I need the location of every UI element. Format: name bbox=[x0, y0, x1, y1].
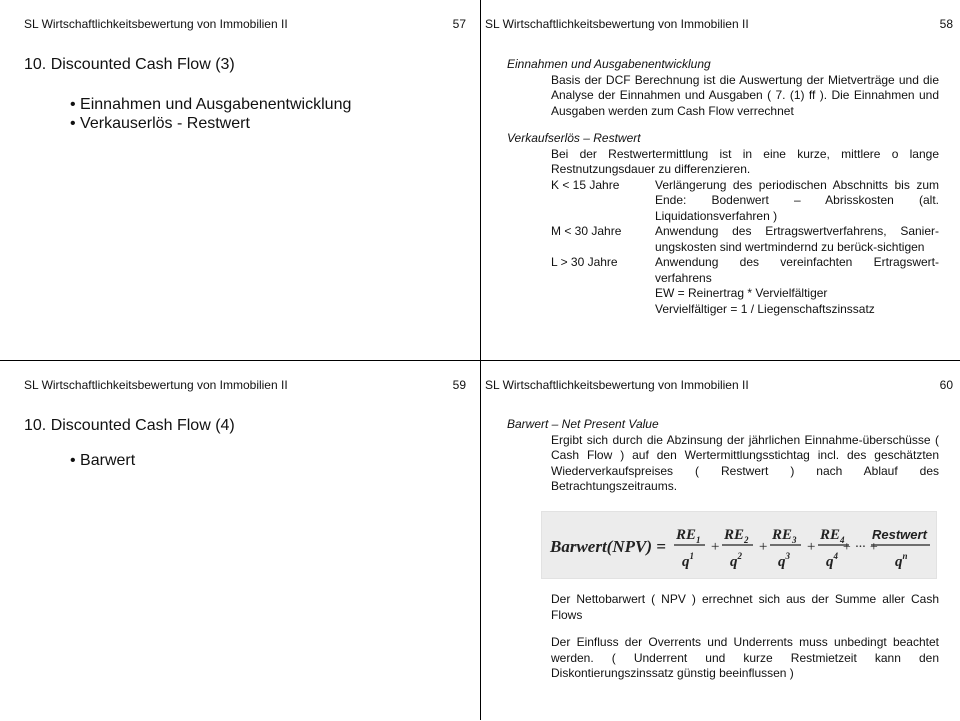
section-text: Ergibt sich durch die Abzinsung der jährlichen Einnahme-überschüsse ( Cash Flow ) auf den Wertermittlungsstichtag incl. des geschätzten Wiederverkaufspreises ( Restwert ) nach Ablauf des Betrachtungszeitraums. bbox=[551, 432, 939, 493]
duration-row bbox=[507, 178, 939, 225]
formula-plus: + bbox=[806, 539, 817, 555]
slide-body bbox=[507, 57, 939, 317]
svg-text:qn: $q^n$ bbox=[895, 551, 908, 570]
slide-58 bbox=[481, 0, 960, 360]
slide-number: 58 bbox=[939, 17, 953, 31]
duration-label: K < 15 Jahre bbox=[551, 177, 620, 192]
svg-text:RE1: $RE_1$ bbox=[676, 527, 701, 545]
duration-text: Verlängerung des periodischen Abschnitts bis zum Ende: Bodenwert – Abrisskosten (alt. Liquidationsverfahren ) bbox=[655, 177, 939, 223]
formula-plus: + bbox=[758, 539, 769, 555]
svg-text:RE4: $RE_4$ bbox=[820, 527, 845, 545]
duration-row bbox=[507, 224, 939, 255]
formula-ellipsis: + ··· + bbox=[842, 540, 879, 555]
formula-vervielfaeltiger: Vervielfältiger = 1 / Liegenschaftszinssatz bbox=[655, 301, 875, 316]
bullet-item: • Einnahmen und Ausgabenentwicklung bbox=[70, 95, 351, 114]
slide-59 bbox=[0, 361, 480, 721]
formula-restwert-term bbox=[871, 527, 930, 570]
slide-title: 10. Discounted Cash Flow (3) bbox=[24, 56, 235, 73]
slide-title: 10. Discounted Cash Flow (4) bbox=[24, 417, 235, 434]
duration-label: M < 30 Jahre bbox=[551, 224, 622, 238]
duration-label: L > 30 Jahre bbox=[551, 255, 618, 269]
svg-text:Restwert: Restwert bbox=[872, 527, 927, 542]
formula-term-2 bbox=[722, 527, 753, 570]
slide-header-title: SL Wirtschaftlichkeitsbewertung von Immobilien II bbox=[24, 378, 288, 392]
formula-term-1 bbox=[674, 527, 705, 570]
slide-header-title: SL Wirtschaftlichkeitsbewertung von Immobilien II bbox=[485, 17, 749, 31]
svg-text:q1: $q^1$ bbox=[682, 551, 694, 570]
svg-text:q4: $q^4$ bbox=[826, 551, 838, 570]
formula-ew: EW = Reinertrag * Vervielfältiger bbox=[655, 286, 828, 300]
slide-body-lower bbox=[507, 592, 939, 682]
svg-text:RE3: $RE_3$ bbox=[772, 527, 797, 545]
formula-term-3 bbox=[770, 527, 801, 570]
npv-text: Der Nettobarwert ( NPV ) errechnet sich aus der Summe aller Cash Flows bbox=[551, 592, 939, 622]
section-title: Einnahmen und Ausgabenentwicklung bbox=[507, 57, 711, 71]
svg-text:q2: $q^2$ bbox=[730, 551, 742, 570]
slide-header-title: SL Wirtschaftlichkeitsbewertung von Immobilien II bbox=[24, 17, 288, 31]
slide-header-title: SL Wirtschaftlichkeitsbewertung von Immobilien II bbox=[485, 378, 749, 392]
bullet-item: • Barwert bbox=[70, 451, 135, 470]
bullet-item: • Verkauserlös - Restwert bbox=[70, 114, 351, 133]
slide-60 bbox=[481, 361, 960, 721]
section-text: Basis der DCF Berechnung ist die Auswertung der Mietverträge und die Analyse der Einnahmen und Ausgaben ( 7. (1) ff ). Die Einnahmen und Ausgaben werden zum Cash Flow verrechnet bbox=[551, 72, 939, 118]
slide-number: 59 bbox=[452, 378, 466, 392]
duration-text: Anwendung des Ertragswertverfahrens, Sanier-ungskosten sind wertmindernd zu berück-sichtigen bbox=[655, 224, 939, 254]
slide-number: 60 bbox=[939, 378, 953, 392]
svg-text:RE2: $RE_2$ bbox=[724, 527, 749, 545]
section-text: Bei der Restwertermittlung ist in eine kurze, mittlere o lange Restnutzungsdauer zu differenzieren. bbox=[551, 146, 939, 176]
duration-row bbox=[507, 255, 939, 286]
section-title: Barwert – Net Present Value bbox=[507, 417, 659, 431]
slide-number: 57 bbox=[452, 17, 466, 31]
npv-formula bbox=[541, 511, 937, 579]
formula-lhs: Barwert(NPV) = bbox=[550, 537, 666, 556]
svg-text:q3: $q^3$ bbox=[778, 551, 790, 570]
slide-body bbox=[507, 417, 939, 495]
bullet-list bbox=[70, 95, 351, 133]
duration-text: Anwendung des vereinfachten Ertragswert-verfahrens bbox=[655, 255, 939, 285]
formula-plus: + bbox=[710, 539, 721, 555]
influence-text: Der Einfluss der Overrents und Underrents muss unbedingt beachtet werden. ( Underrent und kurze Restmietzeit kann den Diskontierungszinssatz günstig beeinflussen ) bbox=[551, 635, 939, 680]
section-title: Verkaufserlös – Restwert bbox=[507, 131, 641, 145]
slide-57 bbox=[0, 0, 480, 360]
bullet-list bbox=[70, 451, 135, 470]
